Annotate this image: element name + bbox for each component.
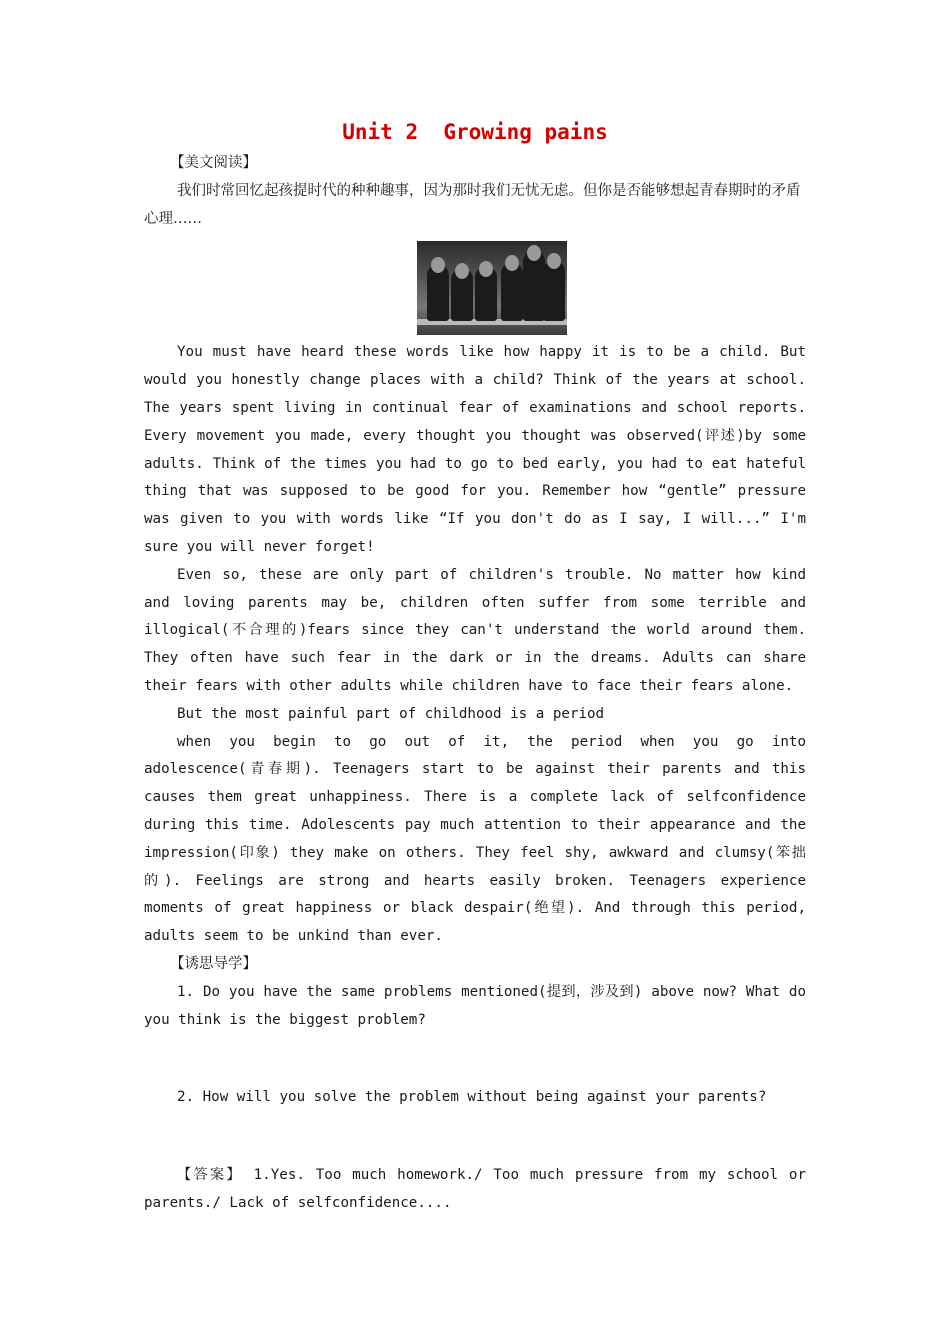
intro-paragraph: 我们时常回忆起孩提时代的种种趣事，因为那时我们无忧无虑。但你是否能够想起青春期时的矛盾心理…… (144, 182, 801, 227)
answer-text: 1.Yes. Too much homework./ Too much pressure from my school or parents./ Lack of selfconfidence.... (144, 1167, 806, 1211)
section-heading-reading: 【美文阅读】 (170, 155, 257, 171)
paragraph-1: You must have heard these words like how happy it is to be a child. But would you honestly change places with a child? Think of the years at school. The years spent living in continual fear of examinations and school reports. Every movement you made, every thought you thought was observed(评述)by some adults. Think of the times you had to go to bed early, you had to eat hateful thing that was supposed to be good for you. Remember how “gentle” pressure was given to you with words like “If you don't do as I say, I will...” I'm sure you will never forget! (144, 344, 806, 555)
answer-tag: 【答案】 (177, 1167, 243, 1184)
question-1: 1. Do you have the same problems mentioned(提到，涉及到) above now? What do you think is the biggest problem? (144, 983, 806, 1028)
document-page (144, 120, 806, 1218)
question-2: 2. How will you solve the problem without being against your parents? (177, 1089, 767, 1106)
paragraph-4: when you begin to go out of it, the period when you go into adolescence(青春期). Teenagers start to be against their parents and this causes them great unhappiness. There is a complete lack of selfconfidence during this time. Adolescents pay much attention to their appearance and the impression(印象) they make on others. They feel shy, awkward and clumsy(笨拙的). Feelings are strong and hearts easily broken. Teenagers experience moments of great happiness or black despair(绝望). And through this period, adults seem to be unkind than ever. (144, 733, 806, 945)
teenagers-photo (417, 241, 567, 335)
answer-paragraph (144, 1162, 806, 1218)
paragraph-3: But the most painful part of childhood is a period (177, 705, 605, 722)
section-heading-guide: 【诱思导学】 (170, 955, 257, 972)
paragraph-2: Even so, these are only part of children's trouble. No matter how kind and loving parents may be, children often suffer from some terrible and illogical(不合理的)fears since they can't understand the world around them. They often have such fear in the dark or in the dreams. Adults can share their fears with other adults while children have to face their fears alone. (144, 566, 806, 694)
page-title: Unit 2 Growing pains (342, 120, 608, 144)
